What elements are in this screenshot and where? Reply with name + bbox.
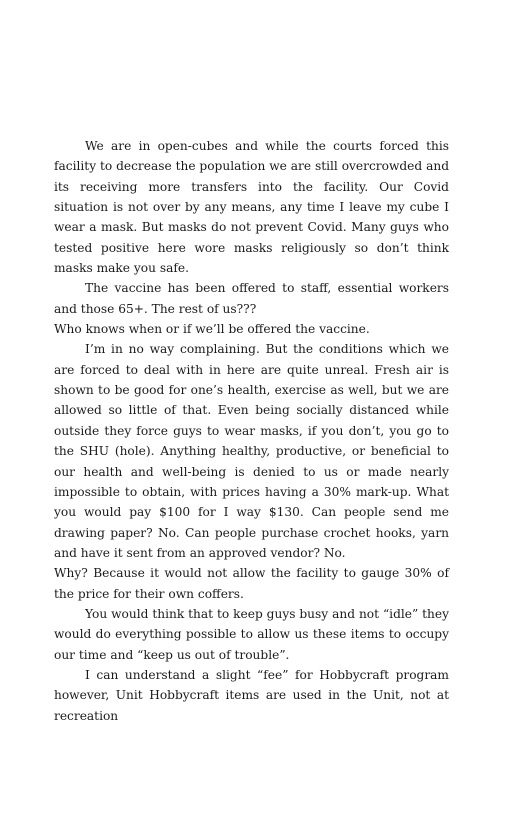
letter-body bbox=[54, 136, 449, 726]
paragraph-open-cubes: We are in open-cubes and while the courts forced this facility to decrease the population we are still overcrowded and its receiving more transfers into the facility. Our Covid situation is not over by any means, any time I leave my cube I wear a mask. But masks do not prevent Covid. Many guys who tested positive here wore masks religiously so don’t think masks make you safe. bbox=[54, 139, 449, 276]
paragraph-hobbycraft: I can understand a slight “fee” for Hobbycraft program however, Unit Hobbycraft items are used in the Unit, not at recreation bbox=[54, 667, 449, 723]
paragraph-keep-busy: You would think that to keep guys busy and not “idle” they would do everything possible to allow us these items to occupy our time and “keep us out of trouble”. bbox=[54, 606, 449, 662]
paragraph-who-knows: Who knows when or if we’ll be offered the vaccine. bbox=[54, 322, 370, 337]
paragraph-conditions: I’m in no way complaining. But the conditions which we are forced to deal with in here are quite unreal. Fresh air is shown to be good for one’s health, exercise as well, but we are allowed so little of that. Even being socially distanced while outside they force guys to wear masks, if you don’t, you go to the SHU (hole). Anything healthy, productive, or beneficial to our health and well-being is denied to us or made nearly impossible to obtain, with prices having a 30% mark-up. What you would pay $100 for I way $130. Can people send me drawing paper? No. Can people purchase crochet hooks, yarn and have it sent from an approved vendor? No. bbox=[54, 342, 449, 560]
paragraph-why: Why? Because it would not allow the facility to gauge 30% of the price for their own coffers. bbox=[54, 566, 449, 601]
paragraph-vaccine-offered: The vaccine has been offered to staff, essential workers and those 65+. The rest of us??? bbox=[54, 281, 449, 316]
